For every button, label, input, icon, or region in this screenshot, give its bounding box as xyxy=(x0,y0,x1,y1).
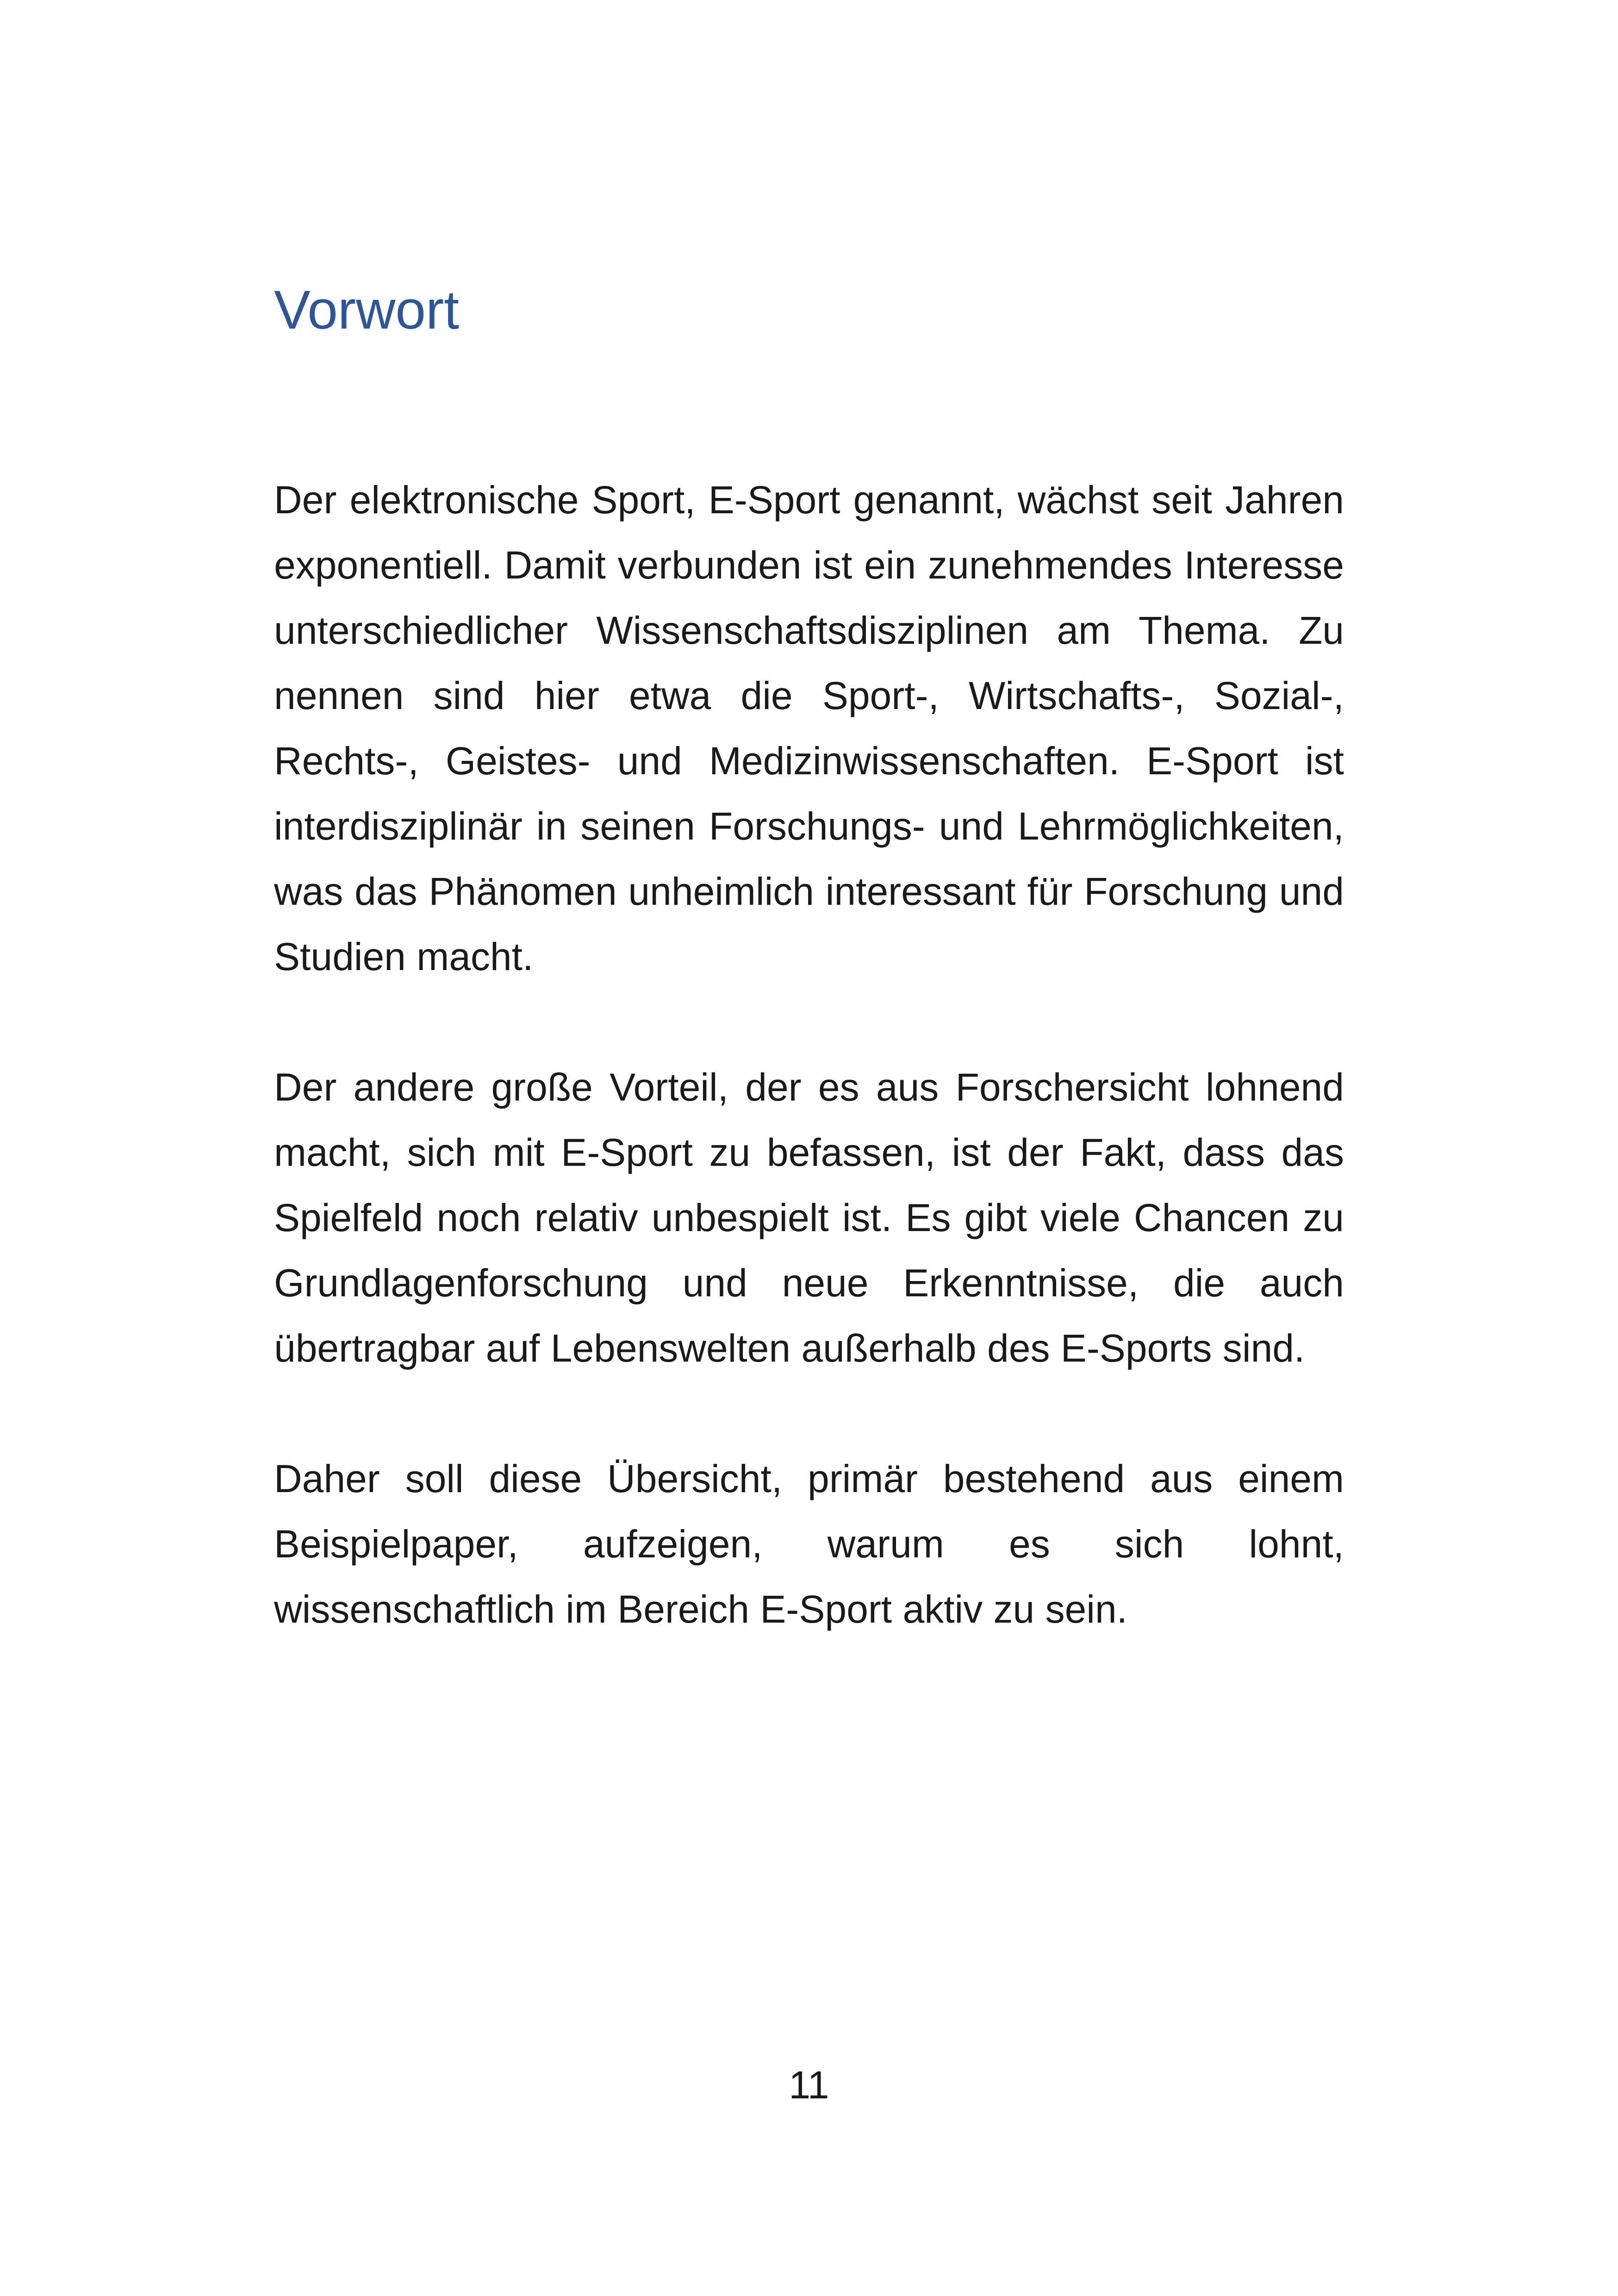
body-text xyxy=(274,467,1344,1642)
page-number: 11 xyxy=(789,2063,829,2107)
section-heading: Vorwort xyxy=(274,280,460,341)
paragraph-1: Der elektronische Sport, E-Sport genannt, wächst seit Jahren exponentiell. Damit verbunden ist ein zunehmendes Interesse unterschiedlicher Wissenschaftsdisziplinen am Thema. Zu nennen sind hier etwa die Sport-, Wirtschafts-, Sozial-, Rechts-, Geistes- und Medizinwissenschaften. E-Sport ist interdisziplinär in seinen Forschungs- und Lehrmöglichkeiten, was das Phänomen unheimlich interessant für Forschung und Studien macht. xyxy=(274,478,1344,978)
paragraph-3: Daher soll diese Übersicht, primär bestehend aus einem Beispielpaper, aufzeigen, warum es sich lohnt, wissenschaftlich im Bereich E-Sport aktiv zu sein. xyxy=(274,1457,1344,1631)
paragraph-2: Der andere große Vorteil, der es aus Forschersicht lohnend macht, sich mit E-Sport zu befassen, ist der Fakt, dass das Spielfeld noch relativ unbespielt ist. Es gibt viele Chancen zu Grundlagenforschung und neue Erkenntnisse, die auch übertragbar auf Lebenswelten außerhalb des E-Sports sind. xyxy=(274,1065,1344,1370)
